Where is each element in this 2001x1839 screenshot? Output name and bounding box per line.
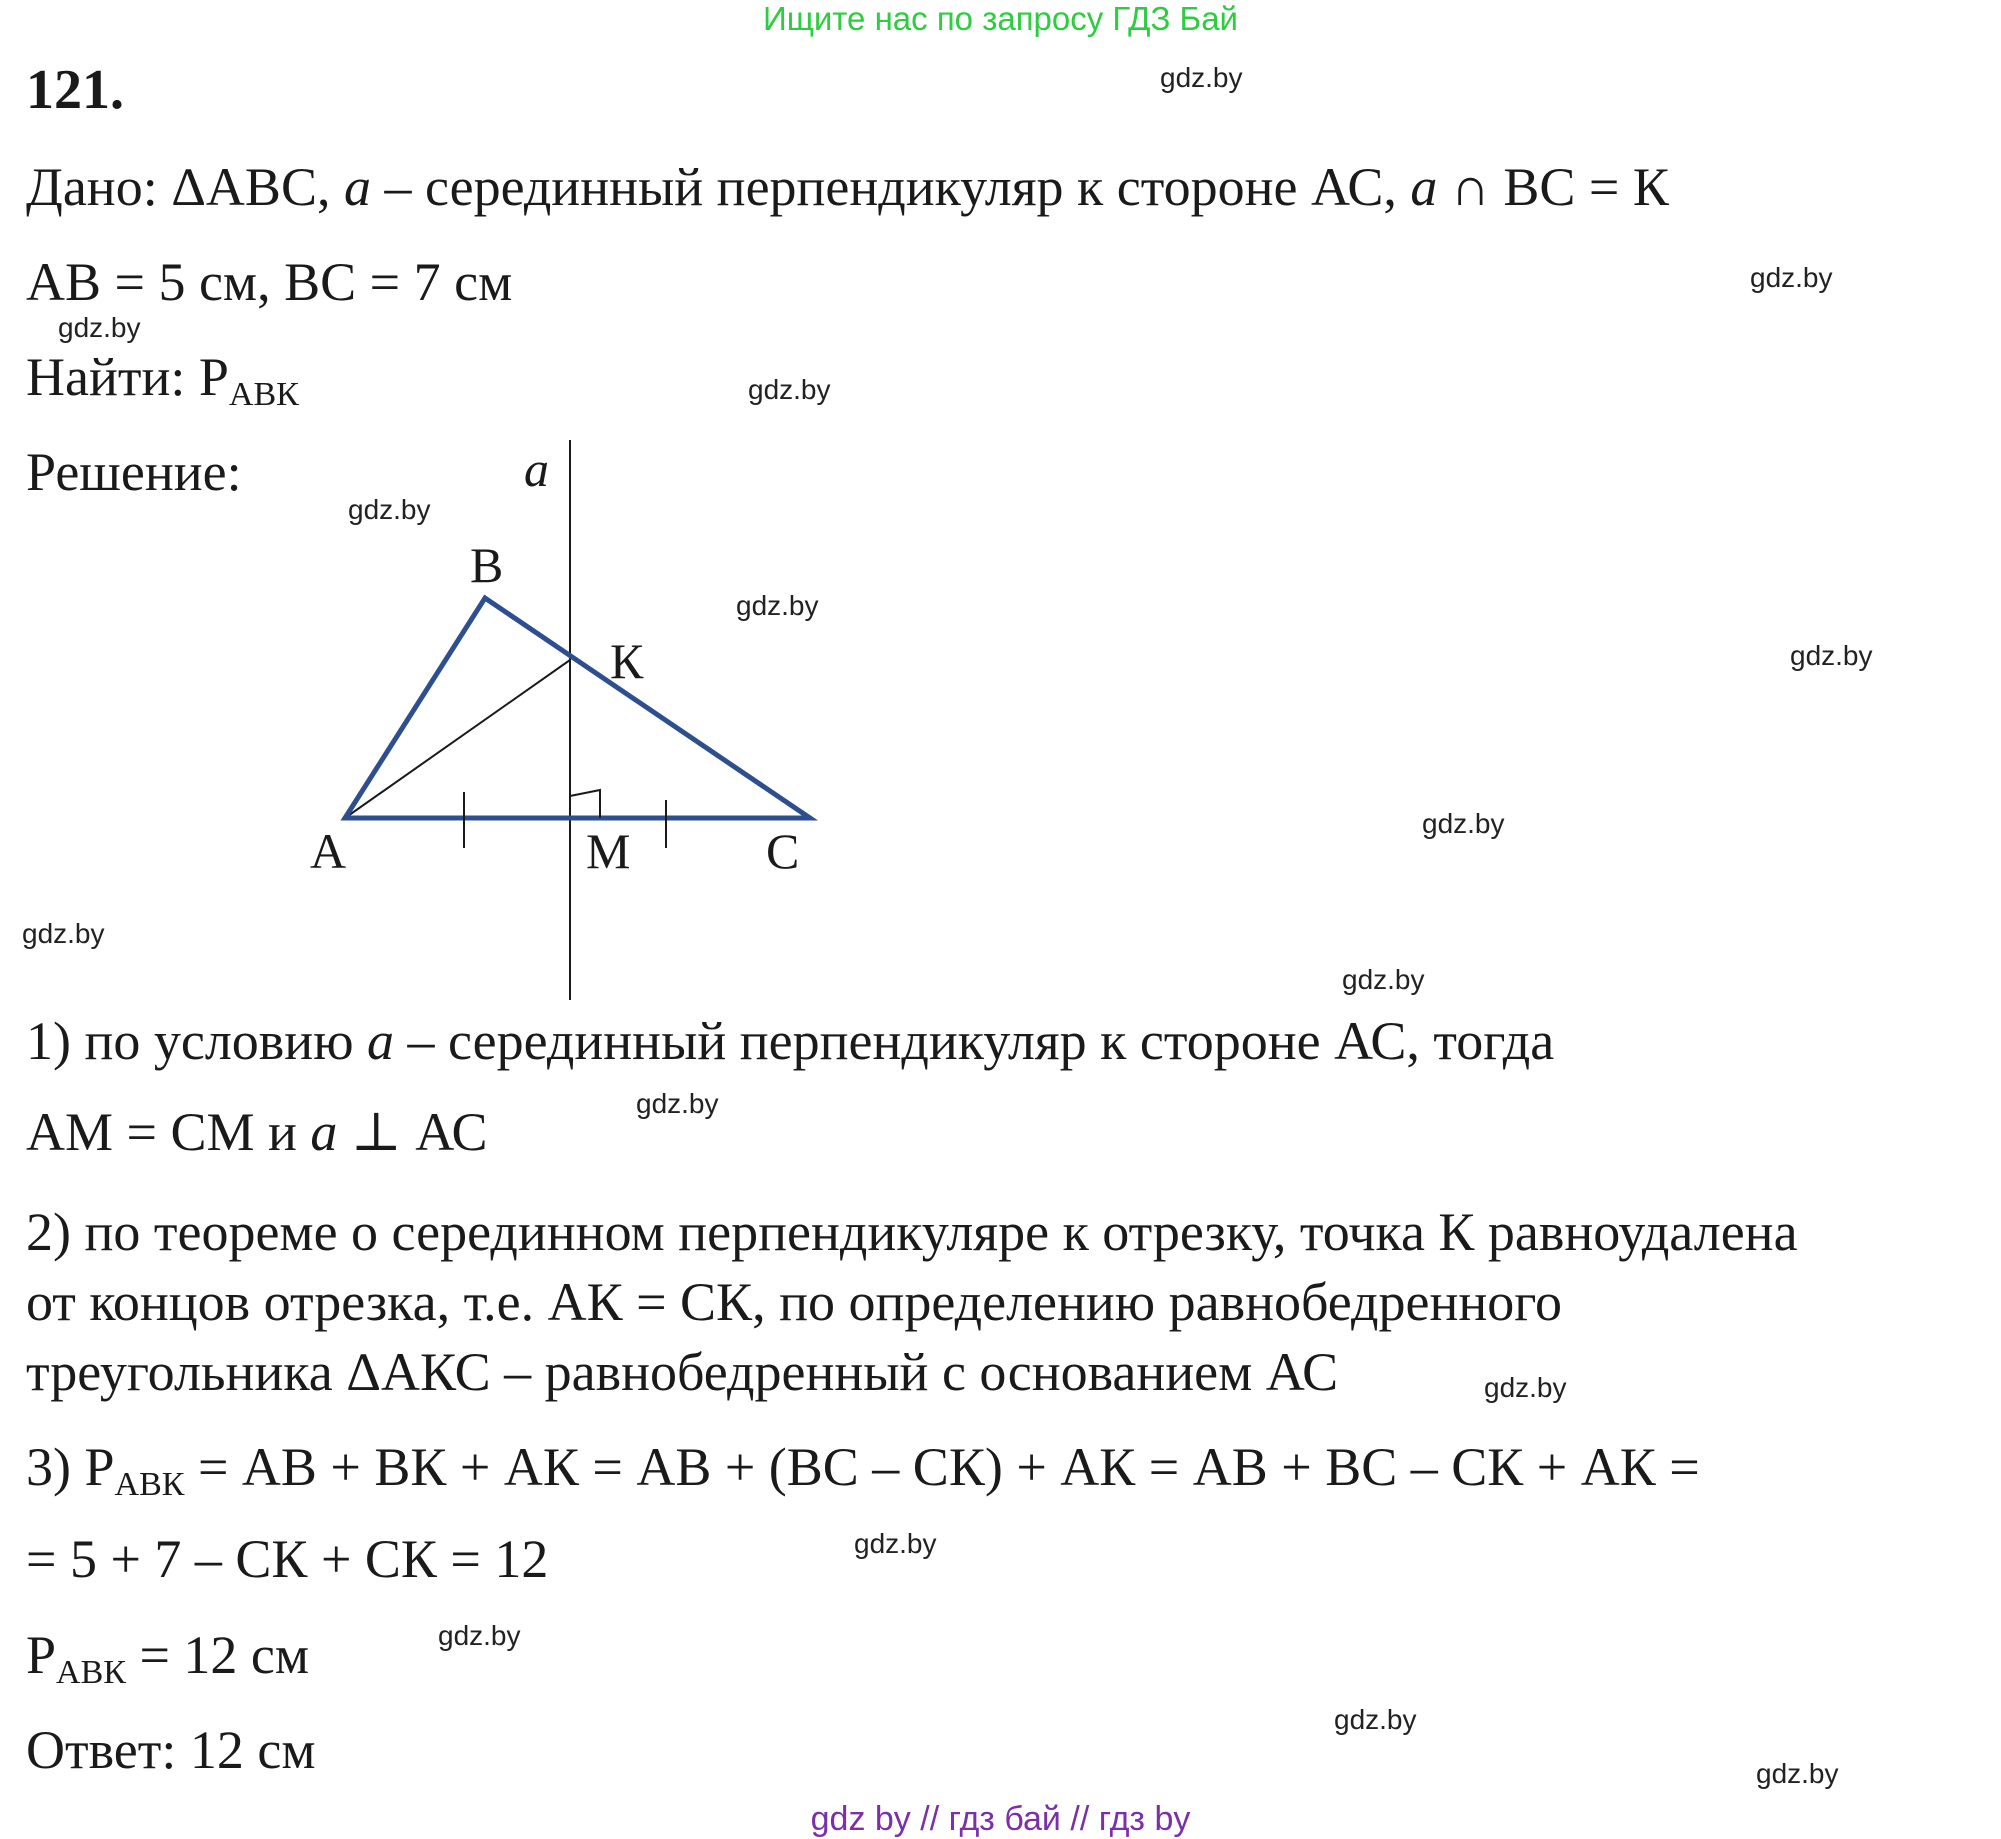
watermark: gdz.by (22, 918, 105, 949)
variable-a: а (343, 157, 371, 217)
step-3-line-1 (26, 1435, 1700, 1503)
step-1-line-1 (26, 1009, 1554, 1073)
answer-line: Ответ: 12 см (26, 1720, 316, 1780)
label-a-vertex: А (310, 823, 347, 879)
result-text: Р (26, 1625, 57, 1685)
watermark: gdz.by (58, 312, 141, 343)
step-2-line-1: 2) по теореме о серединном перпендикуляре к отрезку, точка К равноудалена (26, 1202, 1798, 1262)
perimeter-subscript: АВК (114, 1466, 185, 1503)
given-text: Дано: ΔАВС, (26, 157, 344, 217)
watermark: gdz.by (1334, 1704, 1417, 1735)
watermark: gdz.by (748, 374, 831, 405)
watermark: gdz.by (1160, 62, 1243, 93)
watermark: gdz.by (1342, 964, 1425, 995)
label-k: К (610, 633, 644, 689)
variable-a: а (367, 1011, 395, 1071)
given-text: – серединный перпендикуляр к стороне АС, (370, 157, 1411, 217)
step-text: 3) Р (26, 1437, 115, 1497)
step-text: АМ = СМ и (26, 1102, 311, 1162)
variable-a: а (310, 1102, 338, 1162)
result-text: = 12 см (125, 1625, 310, 1685)
watermark: gdz.by (1750, 262, 1833, 293)
label-b: В (470, 537, 504, 593)
perimeter-subscript: АВК (56, 1654, 126, 1691)
watermark: gdz.by (1422, 808, 1505, 839)
site-banner: Ищите нас по запросу ГДЗ Бай (763, 0, 1238, 37)
step-2-line-2: от концов отрезка, т.е. АК = СК, по определению равнобедренного (26, 1272, 1563, 1332)
label-a: а (524, 441, 549, 497)
watermark: gdz.by (348, 494, 431, 525)
site-footer: gdz by // гдз бай // гдз by (810, 1800, 1191, 1838)
step-text: ⊥ АС (337, 1102, 488, 1162)
given-line-2: АВ = 5 см, ВС = 7 см (26, 252, 513, 312)
given-text: ∩ ВС = К (1437, 157, 1669, 217)
step-3-line-2: = 5 + 7 – СК + СК = 12 (26, 1529, 549, 1589)
watermark: gdz.by (1756, 1758, 1839, 1789)
step-2-line-3: треугольника ΔАКС – равнобедренный с основанием АС (26, 1342, 1339, 1402)
step-text: 1) по условию (26, 1011, 368, 1071)
triangle-abc (345, 598, 810, 818)
step-1-line-2 (26, 1100, 488, 1164)
watermark: gdz.by (736, 590, 819, 621)
find-subscript: АВК (228, 376, 299, 413)
problem-number: 121. (26, 59, 124, 121)
label-m: М (586, 823, 631, 879)
watermark: gdz.by (1484, 1372, 1567, 1403)
segment-ak (345, 660, 570, 818)
watermark: gdz.by (438, 1620, 521, 1651)
label-c: С (766, 823, 800, 879)
watermark: gdz.by (636, 1088, 719, 1119)
result-line (26, 1623, 310, 1691)
step-text: = АВ + ВК + АК = АВ + (ВС – СК) + АК = АВ + ВС – СК + АК = (184, 1437, 1700, 1497)
find-label: Найти: Р (26, 347, 229, 407)
right-angle-mark (570, 790, 600, 818)
solution-label: Решение: (26, 442, 242, 502)
watermark: gdz.by (1790, 640, 1873, 671)
watermark: gdz.by (854, 1528, 937, 1559)
variable-a: а (1410, 157, 1438, 217)
step-text: – серединный перпендикуляр к стороне АС, тогда (394, 1011, 1555, 1071)
